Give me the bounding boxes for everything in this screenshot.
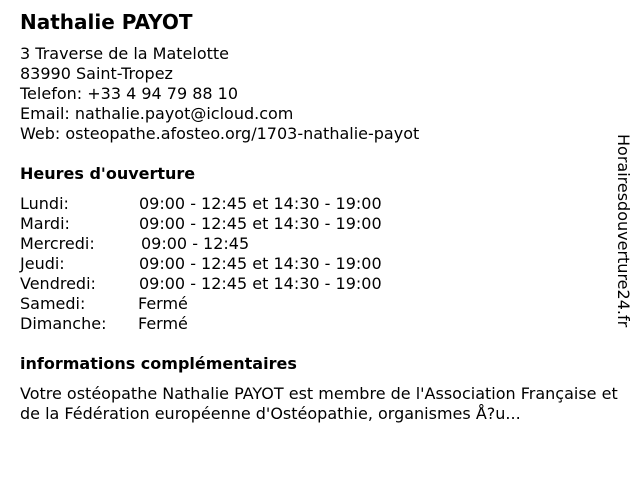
day-label: Vendredi: [20, 274, 96, 293]
day-label: Mercredi: [20, 234, 95, 253]
website-link[interactable]: Web: osteopathe.afosteo.org/1703-nathalie-payot [20, 124, 420, 143]
hours-value: 09:00 - 12:45 et 14:30 - 19:00 [139, 214, 382, 233]
site-watermark: Horairesdouverture24.fr [614, 134, 633, 328]
address-line-1: 3 Traverse de la Matelotte [20, 44, 229, 63]
day-label: Mardi: [20, 214, 70, 233]
hours-value: 09:00 - 12:45 et 14:30 - 19:00 [139, 274, 382, 293]
phone-number[interactable]: Telefon: +33 4 94 79 88 10 [20, 84, 239, 103]
additional-info-text: Votre ostéopathe Nathalie PAYOT est membre de l'Association Française et de la Fédération européenne d'Ostéopathie, organismes Å?u... [20, 384, 618, 423]
day-label: Samedi: [20, 294, 86, 313]
day-label: Jeudi: [20, 254, 65, 273]
additional-info-heading: informations complémentaires [20, 354, 297, 373]
business-name: Nathalie PAYOT [20, 10, 193, 34]
day-label: Lundi: [20, 194, 69, 213]
contact-block [20, 44, 419, 144]
hours-value: 09:00 - 12:45 [141, 234, 250, 253]
email-address[interactable]: Email: nathalie.payot@icloud.com [20, 104, 294, 123]
day-label: Dimanche: [20, 314, 107, 333]
hours-value: 09:00 - 12:45 et 14:30 - 19:00 [139, 194, 382, 213]
opening-hours-heading: Heures d'ouverture [20, 164, 196, 183]
hours-value: 09:00 - 12:45 et 14:30 - 19:00 [139, 254, 382, 273]
hours-value: Fermé [138, 314, 188, 333]
hours-value: Fermé [138, 294, 188, 313]
address-line-2: 83990 Saint-Tropez [20, 64, 173, 83]
